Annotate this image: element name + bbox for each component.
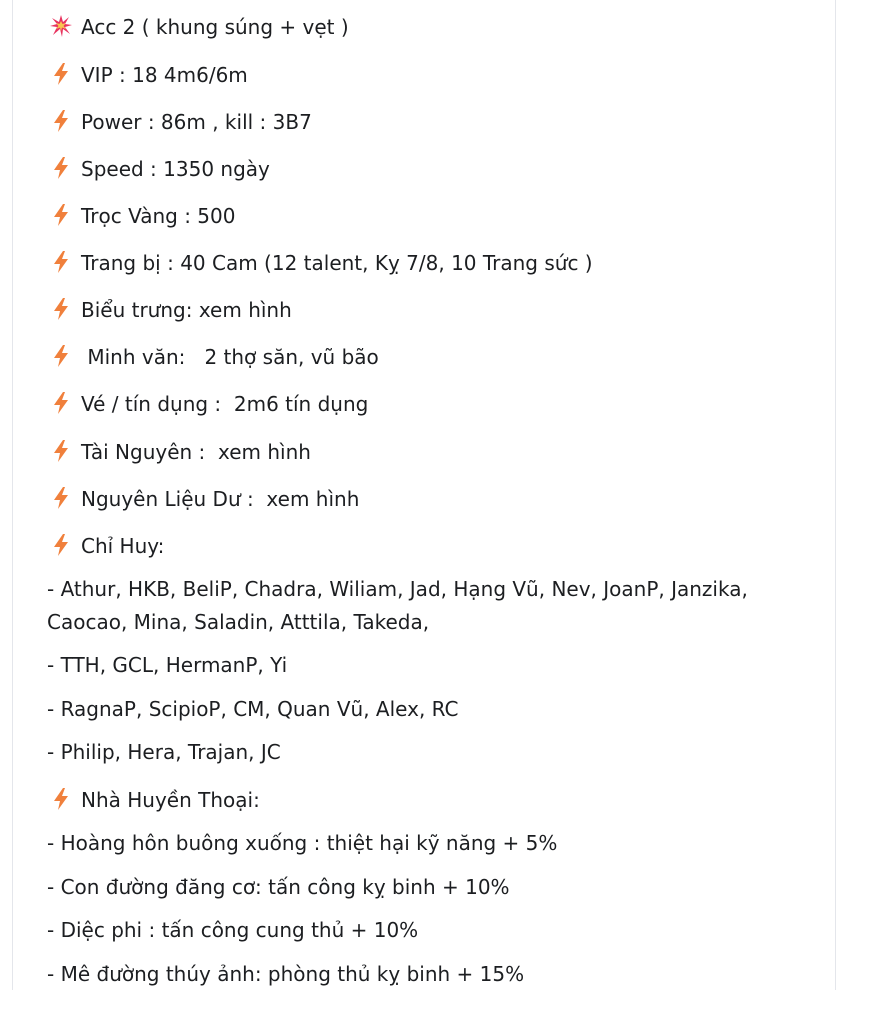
post-card	[12, 0, 836, 990]
high-voltage-icon	[50, 344, 72, 368]
high-voltage-icon	[50, 787, 72, 811]
legend-heading: Nhà Huyền Thoại:	[47, 785, 260, 815]
list-item: Trang bị : 40 Cam (12 talent, Kỵ 7/8, 10 Trang sức )	[47, 248, 593, 278]
list-item: Nguyên Liệu Dư : xem hình	[47, 484, 359, 514]
post-title	[47, 12, 349, 42]
high-voltage-icon	[50, 486, 72, 510]
list-item: Trọc Vàng : 500	[47, 201, 235, 231]
high-voltage-icon	[50, 533, 72, 557]
list-item: Speed : 1350 ngày	[47, 154, 270, 184]
high-voltage-icon	[50, 203, 72, 227]
list-item: Vé / tín dụng : 2m6 tín dụng	[47, 389, 368, 419]
commander-line: - Philip, Hera, Trajan, JC	[47, 740, 281, 764]
list-item: Minh văn: 2 thợ săn, vũ bão	[47, 342, 379, 372]
legend-item: - Con đường đăng cơ: tấn công kỵ binh + 10%	[47, 875, 510, 899]
legend-item: - Hoàng hôn buông xuống : thiệt hại kỹ năng + 5%	[47, 831, 558, 855]
high-voltage-icon	[50, 297, 72, 321]
high-voltage-icon	[50, 439, 72, 463]
list-item: Biểu trưng: xem hình	[47, 295, 292, 325]
list-item: Tài Nguyên : xem hình	[47, 437, 311, 467]
commander-line: - RagnaP, ScipioP, CM, Quan Vũ, Alex, RC	[47, 697, 459, 721]
title-text: Acc 2 ( khung súng + vẹt )	[81, 15, 349, 39]
list-item: Power : 86m , kill : 3B7	[47, 107, 312, 137]
list-item: Chỉ Huy:	[47, 531, 164, 561]
collision-icon	[50, 14, 72, 38]
list-item: VIP : 18 4m6/6m	[47, 60, 248, 90]
commander-line: - TTH, GCL, HermanP, Yi	[47, 653, 288, 677]
high-voltage-icon	[50, 250, 72, 274]
high-voltage-icon	[50, 109, 72, 133]
high-voltage-icon	[50, 62, 72, 86]
commander-line: - Athur, HKB, BeliP, Chadra, Wiliam, Jad, Hạng Vũ, Nev, JoanP, Janzika, Caocao, Mina, Saladin, Atttila, Takeda,	[47, 577, 748, 634]
legend-item: - Mê đường thúy ảnh: phòng thủ kỵ binh + 15%	[47, 962, 525, 986]
high-voltage-icon	[50, 156, 72, 180]
legend-item: - Diệc phi : tấn công cung thủ + 10%	[47, 918, 419, 942]
high-voltage-icon	[50, 391, 72, 415]
